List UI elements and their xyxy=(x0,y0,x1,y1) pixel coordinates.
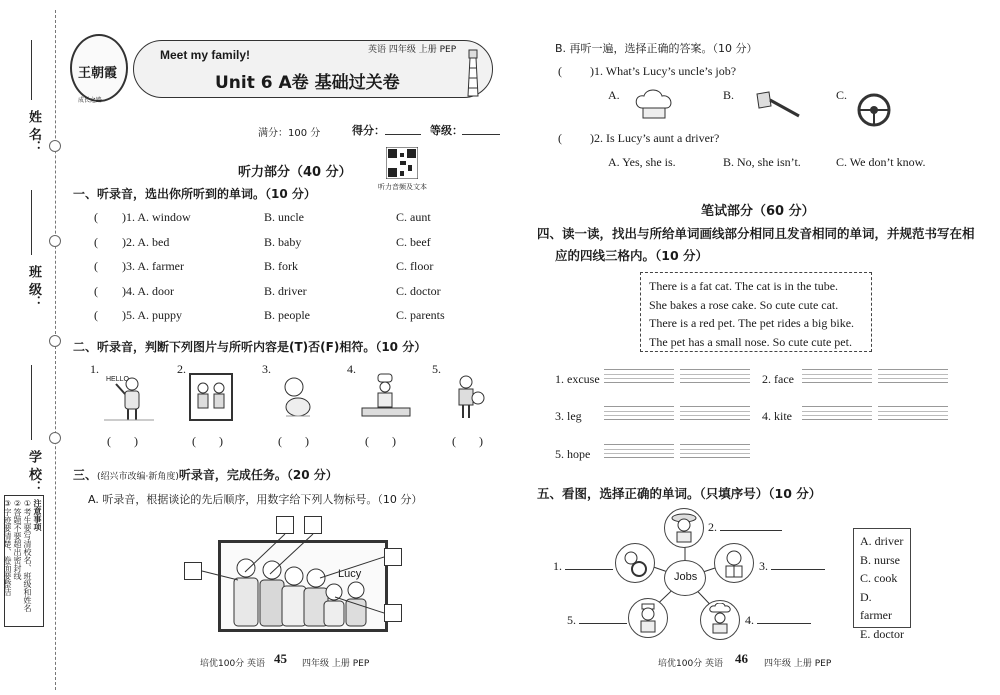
cook-picture xyxy=(358,372,414,422)
option-c: C. doctor xyxy=(396,283,441,298)
b1-option: A. xyxy=(608,88,620,102)
score-blank[interactable] xyxy=(385,134,421,135)
answer-blank[interactable] xyxy=(579,623,627,624)
job-num-text: 5. xyxy=(567,613,576,627)
writing-lines[interactable] xyxy=(802,406,872,420)
passage-line: There is a red pet. The pet rides a big bike. xyxy=(649,316,855,330)
notice-box xyxy=(4,495,44,627)
banner-title: Meet my family! xyxy=(160,48,251,62)
writing-title: 笔试部分（60 分） xyxy=(701,204,815,219)
listening-title: 听力部分（40 分） xyxy=(238,165,352,180)
answer-paren[interactable]: ( xyxy=(558,64,562,78)
notice-title: 注意事项 xyxy=(33,499,42,531)
grade-blank[interactable] xyxy=(462,134,500,135)
answer-blank[interactable] xyxy=(565,569,613,570)
answer-option: D. farmer xyxy=(860,589,892,622)
writing-lines[interactable] xyxy=(680,406,750,420)
footer-left-prefix: 培优100分 英语 xyxy=(200,659,266,669)
q3-prefix: 三、 xyxy=(73,468,98,482)
b2-option: C. We don’t know. xyxy=(836,155,926,169)
jobs-center-label: Jobs xyxy=(674,571,698,583)
writing-lines[interactable] xyxy=(604,444,674,458)
answer-paren[interactable]: ( xyxy=(94,259,98,273)
hello-text: HELLO xyxy=(106,376,129,383)
qr-code-icon xyxy=(386,147,418,179)
class-blank xyxy=(31,190,32,255)
score-label: 得分： xyxy=(352,124,385,137)
option-a: )5. A. puppy xyxy=(122,308,182,322)
q2-num: 5. xyxy=(432,362,441,376)
unit-title: Unit 6 A卷 基础过关卷 xyxy=(215,73,400,93)
notice-item: ②答题不要超出密封线 xyxy=(13,499,22,580)
list-item xyxy=(94,235,494,260)
chef-hat-icon xyxy=(632,88,676,124)
shovel-icon xyxy=(755,90,801,120)
job-number xyxy=(553,559,613,574)
family-photo-picture xyxy=(188,372,234,422)
q3-title xyxy=(73,466,338,483)
logo-text: 王朝霞 xyxy=(78,66,118,81)
word-label: 2. face xyxy=(762,372,794,386)
q3-part-a: A. 听录音，根据谈论的先后顺序，用数字给下列人物标号。（10 分） xyxy=(88,493,423,506)
answer-paren[interactable]: ( xyxy=(558,131,562,145)
option-b: B. fork xyxy=(264,259,298,273)
answer-option: E. doctor xyxy=(860,626,904,641)
word-label: 3. leg xyxy=(555,409,582,423)
answer-paren[interactable]: ( ) xyxy=(452,434,483,448)
reading-passage xyxy=(640,272,872,352)
nurse-icon xyxy=(634,602,662,634)
q2-num: 1. xyxy=(90,362,99,376)
farmer-icon xyxy=(670,512,698,544)
writing-lines[interactable] xyxy=(604,406,674,420)
footer-left-suffix: 四年级 上册 PEP xyxy=(302,659,370,669)
b2-question: )2. Is Lucy’s aunt a driver? xyxy=(590,131,720,145)
q1-list xyxy=(94,210,494,333)
q1-title: 一、听录音，选出你所听到的单词。（10 分） xyxy=(73,187,316,201)
boy-ball-picture xyxy=(448,372,488,422)
option-b: B. baby xyxy=(264,234,302,249)
notice-item: ③字迹要清楚、卷面要整洁 xyxy=(3,499,12,596)
job-num-text: 3. xyxy=(759,559,768,573)
list-item xyxy=(94,308,494,333)
answer-paren[interactable]: ( xyxy=(94,234,98,249)
option-c: C. floor xyxy=(396,259,434,273)
answer-blank[interactable] xyxy=(720,530,782,531)
option-c: C. aunt xyxy=(396,210,431,224)
class-label: 班 级： xyxy=(26,265,41,309)
lighthouse-icon xyxy=(458,44,488,100)
job-number xyxy=(759,559,825,574)
binding-hole xyxy=(49,235,61,247)
answer-option: A. driver xyxy=(860,534,904,548)
job-number xyxy=(567,613,627,628)
option-a: )3. A. farmer xyxy=(122,259,184,273)
list-item xyxy=(94,284,494,309)
full-score: 满分：100 分 xyxy=(258,128,321,139)
job-num-text: 2. xyxy=(708,520,717,534)
subject-tag: 英语 四年级 上册 PEP xyxy=(368,45,457,55)
answer-paren[interactable]: ( ) xyxy=(107,434,138,448)
option-a: )2. A. bed xyxy=(122,234,170,249)
word-label: 5. hope xyxy=(555,447,591,461)
option-b: B. people xyxy=(264,308,310,322)
binding-dashed-line xyxy=(55,10,56,690)
writing-lines[interactable] xyxy=(878,369,948,383)
page-number-right: 46 xyxy=(735,651,748,666)
school-label: 学 校： xyxy=(26,450,41,494)
writing-lines[interactable] xyxy=(878,406,948,420)
word-label: 4. kite xyxy=(762,409,792,423)
q4-title-line2: 应的四线三格内。（10 分） xyxy=(555,248,708,263)
b1-question: )1. What’s Lucy’s uncle’s job? xyxy=(590,64,737,78)
page-number-left: 45 xyxy=(274,651,287,666)
passage-line: She bakes a rose cake. So cute cute cat. xyxy=(649,297,839,312)
b1-option: B. xyxy=(723,88,735,102)
passage-line: The pet has a small nose. So cute cute pet. xyxy=(649,334,852,349)
passage-line: There is a fat cat. The cat is in the tube. xyxy=(649,279,839,293)
qr-caption: 听力音频及文本 xyxy=(378,183,427,191)
cook-icon xyxy=(706,603,734,635)
answer-blank[interactable] xyxy=(757,623,811,624)
option-b: B. uncle xyxy=(264,210,304,224)
answer-options-box xyxy=(853,528,911,641)
name-label: 姓 名： xyxy=(26,110,41,154)
answer-paren[interactable]: ( ) xyxy=(192,434,223,448)
q2-title: 二、听录音，判断下列图片与所听内容是(T)否(F)相符。（10 分） xyxy=(73,340,427,354)
q2-num: 3. xyxy=(262,362,271,376)
answer-paren[interactable]: ( ) xyxy=(365,434,396,448)
baby-picture xyxy=(274,372,320,422)
grade-label: 等级： xyxy=(430,124,463,137)
answer-option: B. nurse xyxy=(860,552,900,567)
binding-hole xyxy=(49,432,61,444)
answer-paren[interactable]: ( ) xyxy=(278,434,309,448)
steering-wheel-icon xyxy=(856,92,892,128)
q2-num: 4. xyxy=(347,362,356,376)
list-item xyxy=(94,259,494,284)
driver-icon xyxy=(621,549,649,577)
answer-paren[interactable]: ( xyxy=(94,210,98,224)
b2-option: B. No, she isn’t. xyxy=(723,155,801,169)
writing-lines[interactable] xyxy=(604,369,674,383)
footer-right-prefix: 培优100分 英语 xyxy=(658,659,724,669)
school-blank xyxy=(31,365,32,440)
name-blank xyxy=(31,40,32,100)
option-a: )4. A. door xyxy=(122,283,174,298)
answer-paren[interactable]: ( xyxy=(94,283,98,298)
q5-title: 五、看图，选择正确的单词。（只填序号）（10 分） xyxy=(537,486,822,501)
q4-title-line1: 四、读一读，找出与所给单词画线部分相同且发音相同的单词，并规范书写在相 xyxy=(537,226,975,241)
option-b: B. driver xyxy=(264,283,307,298)
binding-hole xyxy=(49,140,61,152)
q3-main: 听录音，完成任务。（20 分） xyxy=(178,468,338,482)
pointer-lines xyxy=(190,522,405,622)
option-a: )1. A. window xyxy=(122,210,191,224)
job-num-text: 1. xyxy=(553,559,562,573)
list-item xyxy=(94,210,494,235)
answer-option: C. cook xyxy=(860,571,898,585)
option-c: C. parents xyxy=(396,308,445,322)
lucy-label: Lucy xyxy=(338,568,362,580)
logo-sub: 成长之路 xyxy=(78,97,103,104)
writing-lines[interactable] xyxy=(680,369,750,383)
answer-blank[interactable] xyxy=(771,569,825,570)
writing-lines[interactable] xyxy=(680,444,750,458)
word-label: 1. excuse xyxy=(555,372,600,386)
job-num-text: 4. xyxy=(745,613,754,627)
binding-hole xyxy=(49,335,61,347)
q3-part-b: B. 再听一遍，选择正确的答案。（10 分） xyxy=(555,42,758,55)
b1-option: C. xyxy=(836,88,848,102)
q3-note: (绍兴市改编·新角度) xyxy=(97,472,179,482)
doctor-icon xyxy=(720,548,748,578)
option-c: C. beef xyxy=(396,234,431,249)
writing-lines[interactable] xyxy=(802,369,872,383)
q2-num: 2. xyxy=(177,362,186,376)
notice-item: ①考生要写清校名、班级和姓名 xyxy=(23,499,32,612)
job-number xyxy=(745,613,811,628)
footer-right-suffix: 四年级 上册 PEP xyxy=(764,659,832,669)
answer-paren[interactable]: ( xyxy=(94,308,98,322)
b2-option: A. Yes, she is. xyxy=(608,155,676,169)
job-number xyxy=(708,520,782,535)
